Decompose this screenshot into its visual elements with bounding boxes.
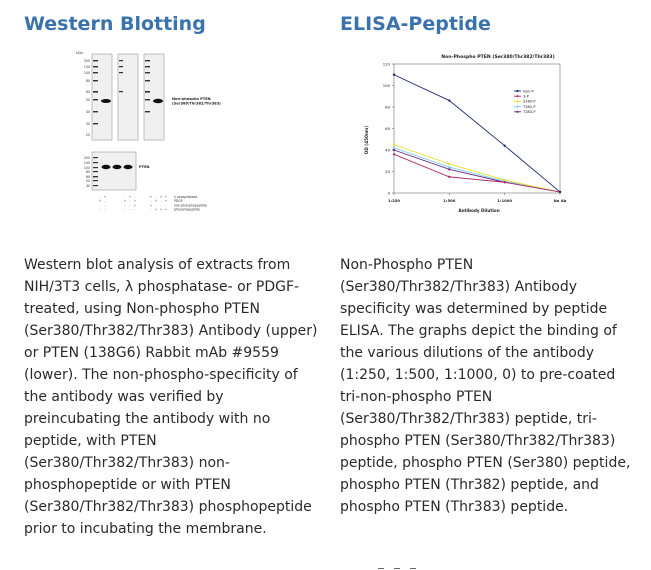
treatment-sign: -	[104, 207, 106, 212]
treatment-sign: -	[134, 195, 136, 199]
treatment-sign: -	[129, 207, 131, 212]
ladder-bottom	[84, 156, 90, 188]
treatment-sign: +	[149, 195, 153, 199]
treatment-sign: -	[134, 207, 136, 212]
elisa-caption: Non-Phospho PTEN (Ser380/Thr382/Thr383) Antibody specificity was determined by peptide ELISA. The graphs depict the binding of the various dilutions of the antibody (1:250, 1:500, 1:1000, 0) to pre-coated tri-non-phospho PTEN (Ser380/Thr382/Thr383) peptide, tri-phospho PTEN (Ser380/Thr382/Thr383) peptide, phospho PTEN (Ser380) peptide, phospho PTEN (Thr382) peptide, and phospho PTEN (Thr383) peptide.	[340, 257, 631, 515]
treatment-sign: -	[155, 195, 157, 199]
treatment-sign: +	[103, 195, 107, 199]
data-point	[448, 166, 450, 168]
truncated-text-fragment	[378, 562, 438, 570]
treatment-sign: +	[154, 207, 158, 212]
treatment-sign: -	[99, 207, 101, 212]
treatment-sign: -	[99, 203, 101, 208]
treatment-labels	[174, 195, 207, 212]
plot-area	[383, 61, 567, 203]
data-point	[448, 163, 450, 165]
x-tick-label: 1:1000	[497, 198, 513, 203]
treatment-sign: +	[128, 195, 132, 199]
ladder-top-label: 80	[85, 79, 90, 83]
treatment-sign: +	[159, 195, 163, 199]
western-blotting-heading: Western Blotting	[24, 13, 206, 35]
treatment-sign: +	[159, 207, 163, 212]
treatment-sign: -	[124, 203, 126, 208]
data-point	[503, 145, 505, 147]
elisa-figure	[358, 50, 600, 222]
treatment-sign: -	[129, 199, 131, 204]
data-point	[448, 168, 450, 170]
data-point	[503, 181, 505, 183]
ladder-bottom-label: 40	[85, 184, 90, 188]
treatment-sign: -	[160, 203, 162, 208]
y-tick-label: 120	[382, 61, 390, 67]
treatment-sign: -	[124, 207, 126, 212]
legend-entry: Non-P	[523, 89, 534, 94]
y-tick-label: 0	[387, 190, 390, 196]
ladder-bottom-label: 50	[85, 179, 90, 183]
band-label-bottom: PTEN	[139, 165, 150, 169]
ladder-top-label: 50	[85, 98, 90, 102]
western-blot-figure	[74, 50, 324, 226]
data-point	[448, 176, 450, 178]
legend-entry: S380-P	[523, 99, 536, 104]
y-tick-label: 40	[385, 147, 390, 153]
treatment-sign: +	[123, 199, 127, 204]
treatment-sign: +	[164, 199, 168, 204]
band-lane-1	[101, 99, 111, 103]
ladder-bottom-label: 200	[83, 156, 90, 160]
treatment-label: PDGF	[174, 199, 183, 204]
ladder-top-label: 60	[85, 90, 90, 94]
ladder-top-label: 20	[85, 133, 90, 137]
y-tick-label: 100	[382, 82, 390, 88]
western-blot-image	[74, 50, 324, 222]
treatment-sign: +	[98, 199, 102, 204]
y-tick-label: 20	[385, 168, 390, 174]
treatment-sign: -	[150, 199, 152, 204]
x-tick-label: 1:500	[443, 198, 456, 203]
kda-label: kDa	[76, 51, 83, 55]
band-label-top-2: (Ser380/Thr382/Thr383)	[172, 101, 221, 106]
y-tick-label: 60	[385, 125, 390, 131]
ladder-top-label: 140	[83, 65, 90, 69]
elisa-heading: ELISA-Peptide	[340, 13, 491, 35]
band-label-top-1: Non-phospho PTEN	[172, 97, 211, 101]
elisa-chart	[358, 50, 600, 218]
data-point	[393, 74, 395, 76]
chart-title: Non-Phospho PTEN (Ser380/Thr382/Thr383)	[441, 55, 555, 60]
data-point	[503, 179, 505, 181]
data-point	[393, 147, 395, 149]
treatment-sign: +	[154, 199, 158, 204]
treatment-sign: +	[133, 199, 137, 204]
ladder-bottom-label: 140	[83, 161, 90, 165]
x-tick-label: No Ab	[553, 198, 567, 203]
treatment-sign: -	[155, 203, 157, 208]
treatment-sign: -	[129, 203, 131, 208]
y-axis-label: OD (450nm)	[364, 125, 369, 155]
treatment-label: non-phosphopeptide	[174, 203, 207, 208]
treatment-sign: -	[160, 199, 162, 204]
legend-entry: T383-P	[523, 110, 536, 115]
treatment-sign: -	[165, 203, 167, 208]
data-point	[393, 149, 395, 151]
treatment-signs	[99, 195, 168, 212]
ladder-top-label: 30	[85, 122, 90, 126]
western-blotting-caption: Western blot analysis of extracts from NIH/3T3 cells, λ phosphatase- or PDGF-treated, using Non-phospho PTEN (Ser380/Thr382/Thr383) Antibody (upper) or PTEN (138G6) Rabbit mAb #9559 (lower). The non-phospho-specificity of the antibody was verified by preincubating the antibody with no peptide, with PTEN (Ser380/Thr382/Thr383) non-phosphopeptide or with PTEN (Ser380/Thr382/Thr383) phosphopeptide prior to incubating the membrane.	[24, 257, 318, 537]
data-point	[393, 153, 395, 155]
treatment-sign: -	[104, 203, 106, 208]
treatment-sign: -	[99, 195, 101, 199]
ladder-top	[84, 59, 90, 137]
ladder-bottom-label: 100	[83, 166, 90, 170]
treatment-sign: +	[149, 203, 153, 208]
data-point	[559, 191, 561, 193]
legend-entry: T382-P	[523, 104, 536, 109]
ladder-bottom-label: 80	[85, 170, 90, 174]
treatment-sign: -	[104, 199, 106, 204]
ladder-bottom-label: 60	[85, 175, 90, 179]
treatment-sign: +	[133, 203, 137, 208]
treatment-sign: -	[150, 207, 152, 212]
data-point	[448, 99, 450, 101]
treatment-sign: +	[164, 207, 168, 212]
plot-frame	[394, 64, 560, 193]
ladder-top-label: 100	[83, 71, 90, 75]
treatment-sign: +	[164, 195, 168, 199]
ladder-top-label: 40	[85, 110, 90, 114]
y-tick-label: 80	[385, 104, 390, 110]
data-point	[393, 143, 395, 145]
legend-entry: 3-P	[523, 94, 529, 99]
band-lane-3	[153, 99, 163, 103]
x-tick-label: 1:250	[387, 198, 401, 203]
x-axis-label: Antibody Dilution	[458, 208, 500, 213]
treatment-label: λ phosphatase	[174, 195, 198, 199]
treatment-label: phosphopeptide	[174, 207, 200, 212]
ladder-top-label: 200	[83, 59, 90, 63]
treatment-sign: -	[124, 195, 126, 199]
